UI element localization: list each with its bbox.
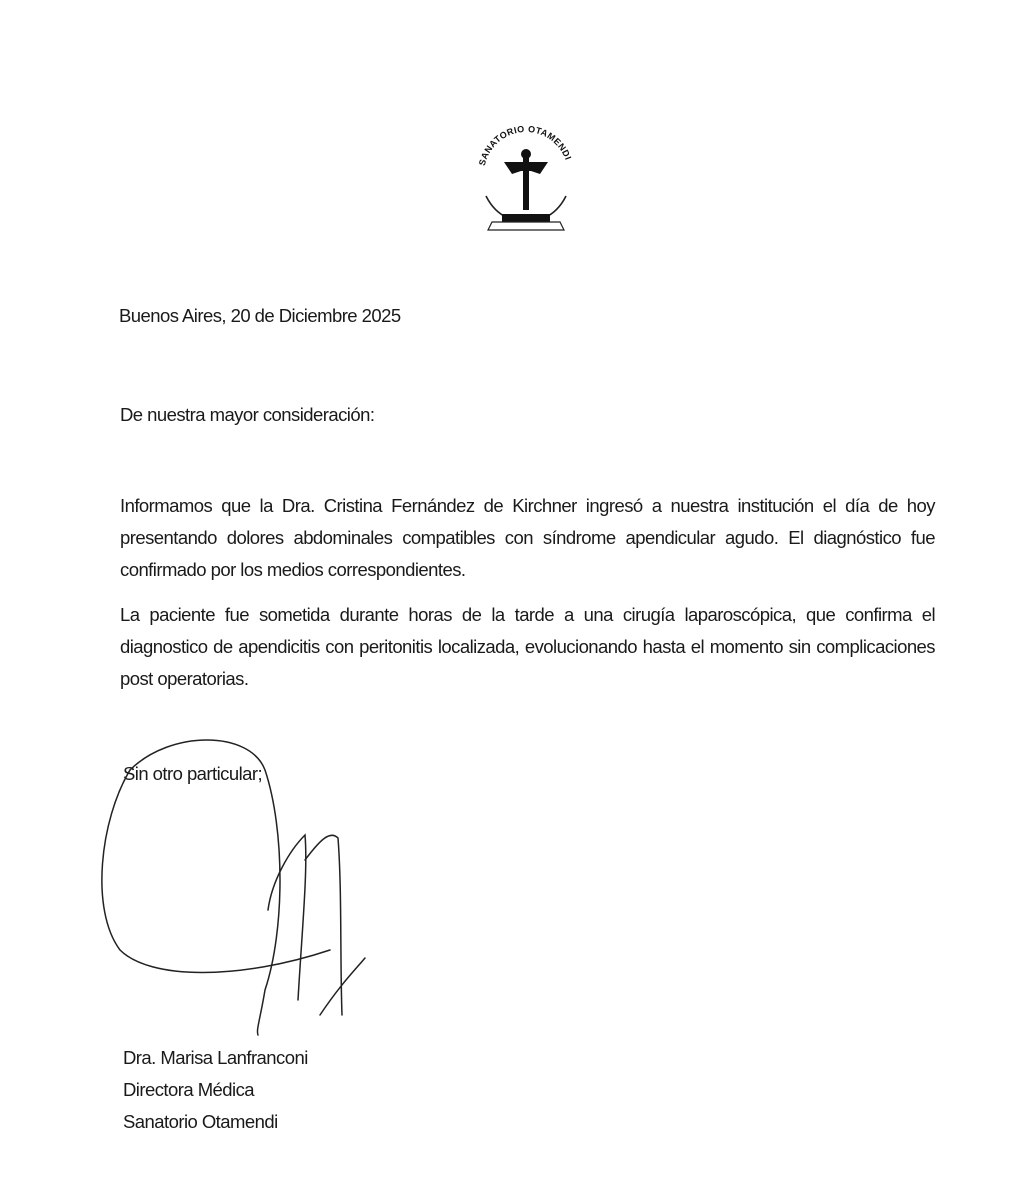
place-date: Buenos Aires, 20 de Diciembre 2025 xyxy=(119,305,401,326)
body-paragraph-2: La paciente fue sometida durante horas de la tarde a una cirugía laparoscópica, que confirma el diagnostico de apendicitis con peritonitis localizada, evolucionando hasta el momento sin complicaciones post operatorias. xyxy=(120,604,935,689)
sanatorio-otamendi-logo xyxy=(474,116,578,238)
caduceus-emblem-icon xyxy=(504,149,548,210)
handwritten-signature xyxy=(80,730,400,1050)
signatory-name: Dra. Marisa Lanfranconi xyxy=(123,1047,308,1068)
salutation: De nuestra mayor consideración: xyxy=(120,404,375,425)
body-paragraph-1: Informamos que la Dra. Cristina Fernández de Kirchner ingresó a nuestra institución el día de hoy presentando dolores abdominales compatibles con síndrome apendicular agudo. El diagnóstico fue confirmado por los medios correspondientes. xyxy=(120,495,935,580)
closing: Sin otro particular; xyxy=(123,763,263,784)
signatory-title: Directora Médica xyxy=(123,1079,255,1100)
signatory-institution: Sanatorio Otamendi xyxy=(123,1111,278,1132)
svg-text:SANATORIO OTAMENDI: SANATORIO OTAMENDI xyxy=(476,123,574,167)
